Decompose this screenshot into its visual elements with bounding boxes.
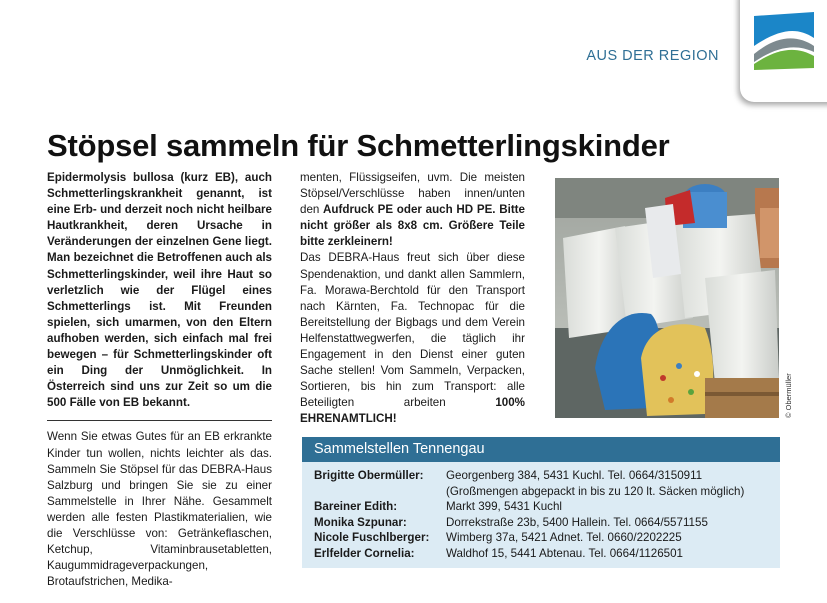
article-emphasis: Aufdruck PE oder auch HD PE. Bitte nicht größer als 8x8 cm. Größere Teile bitte zerkleinern! [300,203,525,249]
article-text: menten, Flüssigseifen, uvm. Die meisten Stöpsel/Verschlüsse haben innen/unten den [300,171,525,217]
article-emphasis: 100% EHRENAMTLICH! [300,396,525,426]
collection-point-row [314,530,780,546]
collection-point-address: Dorrekstraße 23b, 5400 Hallein. Tel. 0664/5571155 [446,515,708,529]
collection-point-row [314,515,780,531]
article-body-2b [300,250,525,427]
article-column-1 [47,170,272,590]
collection-points-box [302,437,780,568]
collection-point-row [314,468,780,484]
article-photo [555,178,779,418]
collection-point-name: Brigitte Obermüller: [314,469,424,482]
photo-credit: © Obermüller [784,373,793,418]
article-body-2a [300,170,525,250]
collection-point-row [314,546,780,562]
article-text: Das DEBRA-Haus freut sich über diese Spendenaktion, und dankt allen Sammlern, Fa. Morawa-Berchtold für den Transport nach Kärnten, Fa. Technopac für die Bereitstellung der Bigbags und dem Verein Helfenstattwegwerfen, die täglich ihr Engagement in den Dienst einer guten Sache stellen! Vom Sammeln, Verpacken, Sortieren, bis hin zum Transport: alle Beteiligten arbeiten [300,251,525,410]
article-intro: Epidermolysis bullosa (kurz EB), auch Schmetterlingskrankheit genannt, ist eine Erb- und derzeit noch nicht heilbare Hautkrankheit, deren Ursache in Veränderungen der einzelnen Gene liegt. Man bezeichnet die Betroffenen auch als Schmetterlingskinder, weil ihre Haut so verletzlich wie der Flügel eines Schmetterlings ist. Mit Freunden spielen, sich umarmen, von den Eltern aufhoben werden, sich einfach mal frei bewegen – für Schmetterlingskinder oft ein Ding der Unmöglichkeit. In Österreich sind uns zur Zeit so um die 500 Fälle von EB bekannt. [47,171,272,410]
regional-logo-icon [752,12,816,70]
collection-points-list [302,462,780,562]
collection-point-address: Waldhof 15, 5441 Abtenau. Tel. 0664/1126501 [446,546,684,560]
collection-point-address: Georgenberg 384, 5431 Kuchl. Tel. 0664/3150911 [446,469,703,482]
collection-point-address: Wimberg 37a, 5421 Adnet. Tel. 0660/2202225 [446,531,682,545]
collection-point-name: Bareiner Edith: [314,500,398,514]
collection-point-address: Markt 399, 5431 Kuchl [446,500,563,514]
collection-point-name: Monika Szpunar: [314,515,407,529]
collection-point-row [314,499,780,515]
collection-point-row [314,484,780,500]
collection-point-name [314,484,446,500]
bigbags-photo-illustration [555,178,779,418]
article-body-1: Wenn Sie etwas Gutes für an EB erkrankte Kinder tun wollen, nichts leichter als das. Sammeln Sie Stöpsel für das DEBRA-Haus Salzburg und bringen Sie sie zu einer Sammelstelle in Ihrer Nähe. Gesammelt werden alle festen Plastikmaterialien, wie die Verschlüsse von: Getränkeflaschen, Ketchup, Vitaminbrausetabletten, Kaugummidrageverpackungen, Brotaufstrichen, Medika- [47,430,272,589]
column-divider [47,420,272,421]
collection-point-name: Erlfelder Cornelia: [314,546,415,560]
collection-point-address: (Großmengen abgepackt in bis zu 120 lt. Säcken möglich) [446,484,745,498]
section-label: AUS DER REGION [586,48,719,64]
collection-points-title: Sammelstellen Tennengau [302,437,780,462]
collection-point-name: Nicole Fuschlberger: [314,531,430,545]
article-column-2 [300,170,525,428]
logo-tab [740,0,827,102]
article-title: Stöpsel sammeln für Schmetterlingskinder [47,128,670,163]
